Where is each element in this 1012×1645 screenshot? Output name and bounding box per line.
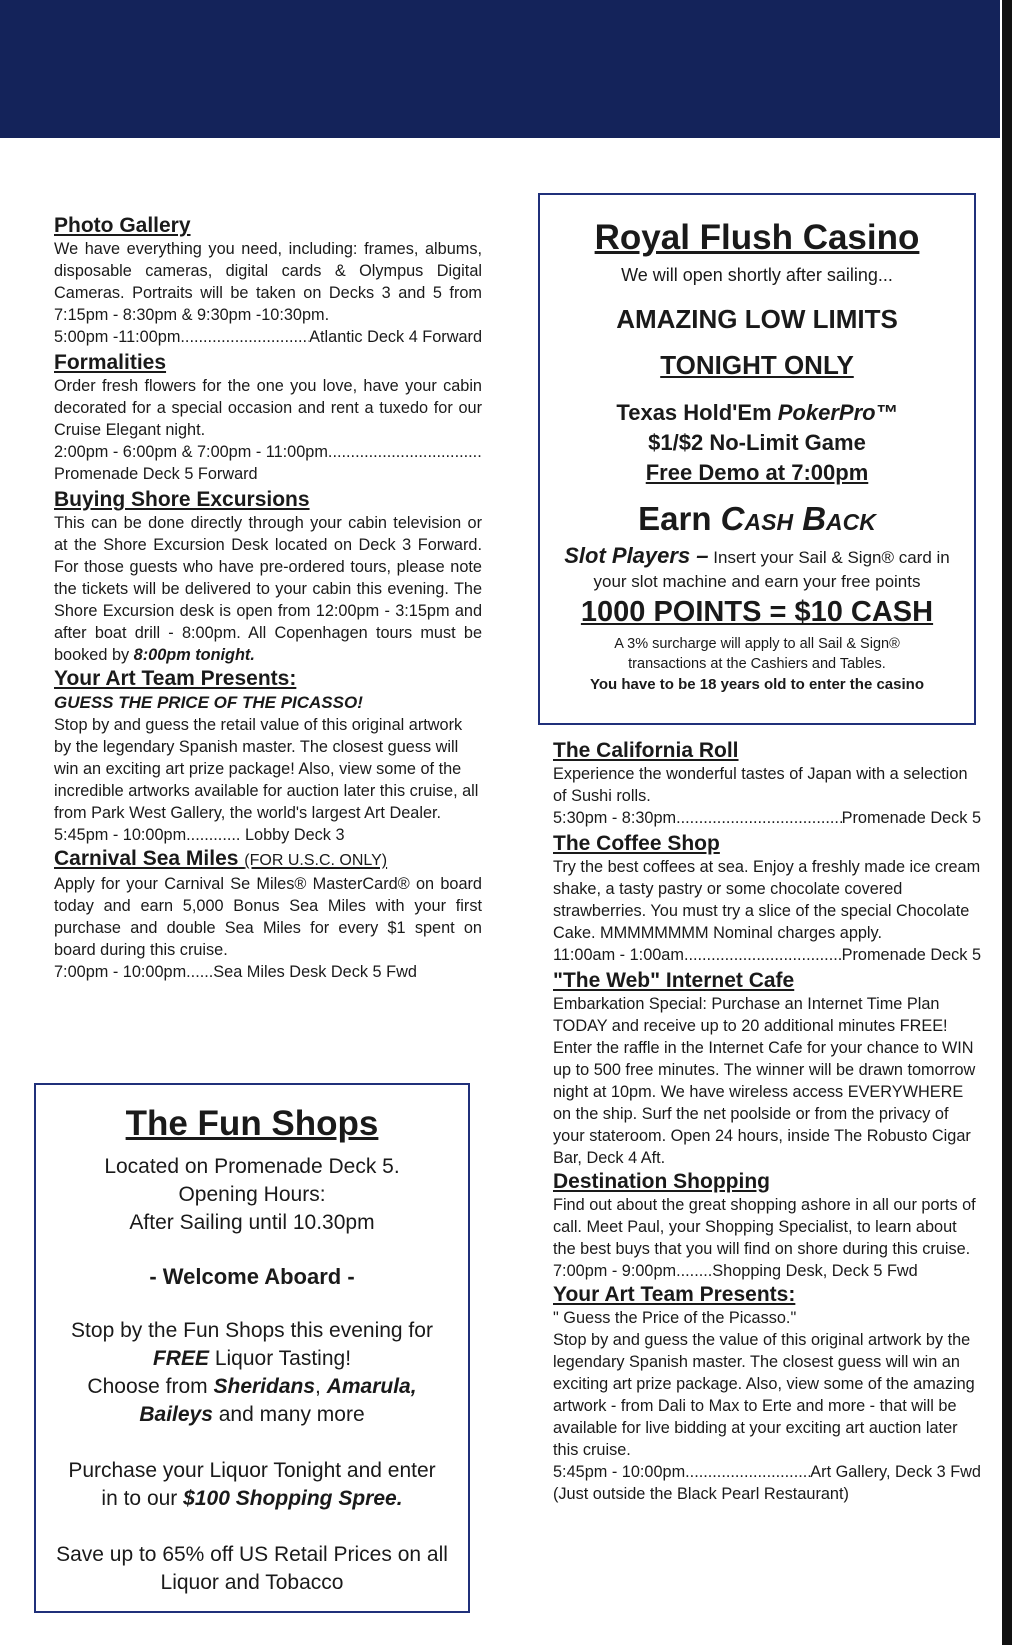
fun-shops-stop: Stop by the Fun Shops this evening for bbox=[71, 1319, 433, 1342]
california-roll-title: The California Roll bbox=[553, 739, 739, 762]
photo-gallery-section bbox=[54, 213, 482, 348]
casino-slot-lead: Slot Players – bbox=[564, 543, 709, 568]
formalities-title: Formalities bbox=[54, 351, 167, 374]
casino-slot-text2: your slot machine and earn your free points bbox=[593, 572, 921, 591]
fun-shops-brand2: Amarula, bbox=[326, 1375, 417, 1398]
right-column bbox=[553, 738, 981, 1505]
photo-gallery-schedule bbox=[54, 326, 482, 348]
casino-pokerpro: PokerPro™ bbox=[777, 400, 898, 425]
photo-gallery-title: Photo Gallery bbox=[54, 214, 191, 237]
art-team-place: Lobby Deck 3 bbox=[244, 826, 345, 844]
casino-title: Royal Flush Casino bbox=[594, 218, 920, 257]
art-team-right-section bbox=[553, 1282, 981, 1505]
art-team-right-schedule bbox=[553, 1461, 981, 1483]
destination-shopping-title: Destination Shopping bbox=[553, 1170, 770, 1193]
formalities-schedule bbox=[54, 441, 482, 463]
art-team-right-quote: " Guess the Price of the Picasso." bbox=[553, 1309, 797, 1327]
coffee-shop-title: The Coffee Shop bbox=[553, 832, 720, 855]
fun-shops-choose: Choose from bbox=[87, 1375, 208, 1398]
california-roll-body: Experience the wonderful tastes of Japan with a selection of Sushi rolls. bbox=[553, 765, 968, 805]
fun-shops-free: FREE bbox=[152, 1347, 209, 1370]
sea-miles-title: Carnival Sea Miles bbox=[54, 847, 239, 870]
destination-shopping-schedule: 7:00pm - 9:00pm ........ Shopping Desk, Deck 5 Fwd bbox=[553, 1262, 918, 1280]
casino-slot-text: Insert your Sail & Sign® card in bbox=[713, 548, 950, 567]
casino-game: $1/$2 No-Limit Game bbox=[648, 430, 866, 455]
fun-shops-box bbox=[34, 1083, 470, 1613]
internet-cafe-section bbox=[553, 968, 981, 1169]
art-team-right-note: (Just outside the Black Pearl Restaurant) bbox=[553, 1485, 849, 1503]
casino-open-text: We will open shortly after sailing... bbox=[621, 265, 893, 285]
formalities-section bbox=[54, 350, 482, 485]
destination-shopping-body: Find out about the great shopping ashore in all our ports of call. Meet Paul, your Shopping Specialist, to learn about the best buys that you will find on shore during this cruise. bbox=[553, 1196, 976, 1258]
art-team-text: Stop by and guess the retail value of this original artwork by the legendary Spanish master. The closest guess will win an exciting art prize package! Also, view some of the incredible artworks available for auction later this cruise, all from Park West Gallery, the world's largest Art Dealer. 5:45pm - 10:00pm bbox=[54, 716, 479, 844]
coffee-shop-body: Try the best coffees at sea. Enjoy a freshly made ice cream shake, a tasty pastry or some chocolate covered strawberries. You must try a slice of the special Chocolate Cake. MMMMMMMM Nominal charges apply. bbox=[553, 858, 981, 942]
destination-shopping-time: 7:00pm - 9:00pm bbox=[553, 1262, 677, 1280]
fun-shops-spree-line bbox=[36, 1485, 468, 1513]
art-team-right-body: Stop by and guess the value of this original artwork by the legendary Spanish master. The closest guess will win an exciting art prize package. Also, view some of the amazing artwork - from Dali to Max to Erte and more - that will be available for live bidding at your exciting art auction later this cruise. bbox=[553, 1331, 975, 1459]
header-banner bbox=[0, 0, 1000, 138]
casino-poker bbox=[540, 398, 974, 428]
formalities-place: Promenade Deck 5 Forward bbox=[54, 465, 258, 483]
casino-box bbox=[538, 193, 976, 725]
fun-shops-more: and many more bbox=[218, 1403, 365, 1426]
fun-shops-title: The Fun Shops bbox=[125, 1104, 379, 1143]
coffee-shop-place: Promenade Deck 5 bbox=[841, 946, 981, 964]
photo-gallery-place: Atlantic Deck 4 Forward bbox=[309, 328, 482, 346]
destination-shopping-section bbox=[553, 1169, 981, 1282]
left-column bbox=[54, 213, 482, 983]
casino-limits: AMAZING LOW LIMITS bbox=[616, 304, 898, 334]
casino-points: 1000 POINTS = $10 CASH bbox=[580, 596, 934, 628]
casino-age: You have to be 18 years old to enter the casino bbox=[590, 676, 924, 693]
fun-shops-spree: $100 Shopping Spree. bbox=[183, 1487, 403, 1510]
destination-shopping-place: Shopping Desk, Deck 5 Fwd bbox=[712, 1262, 918, 1280]
casino-surcharge: A 3% surcharge will apply to all Sail & Sign® transactions at the Cashiers and Tables. bbox=[614, 636, 900, 672]
art-team-right-place: Art Gallery, Deck 3 Fwd bbox=[810, 1463, 981, 1481]
fun-shops-more-line bbox=[36, 1401, 468, 1429]
california-roll-section bbox=[553, 738, 981, 829]
casino-poker-name: Texas Hold'Em bbox=[616, 400, 772, 425]
fun-shops-hours-label: Opening Hours: bbox=[178, 1183, 326, 1206]
casino-tonight: TONIGHT ONLY bbox=[660, 350, 854, 380]
fun-shops-choose-line: Choose from Sheridans, Amarula, bbox=[87, 1375, 417, 1398]
casino-earn-word: Earn bbox=[638, 500, 712, 537]
fun-shops-save: Save up to 65% off US Retail Prices on all bbox=[56, 1543, 448, 1566]
fun-shops-brand3: Baileys bbox=[139, 1403, 213, 1426]
fun-shops-welcome: - Welcome Aboard - bbox=[149, 1264, 355, 1289]
sea-miles-time: 7:00pm - 10:00pm bbox=[54, 963, 187, 981]
fun-shops-purchase: Purchase your Liquor Tonight and enter bbox=[68, 1459, 436, 1482]
shore-excursions-section bbox=[54, 487, 482, 666]
internet-cafe-title: "The Web" Internet Cafe bbox=[553, 969, 795, 992]
sea-miles-schedule: 7:00pm - 10:00pm ...... Sea Miles Desk Deck 5 Fwd bbox=[54, 963, 417, 981]
coffee-shop-time: 11:00am - 1:00am bbox=[553, 946, 684, 964]
art-team-right-time: 5:45pm - 10:00pm bbox=[553, 1463, 686, 1481]
shore-excursions-deadline: 8:00pm tonight. bbox=[133, 646, 255, 664]
photo-gallery-body: We have everything you need, including: frames, albums, disposable cameras, digital cards & Olympus Digital Cameras. Portraits will be taken on Decks 3 and 5 from 7:15pm - 8:30pm & 9:30pm -10:30pm. bbox=[54, 240, 482, 324]
page-edge bbox=[1002, 0, 1012, 1645]
art-team-section bbox=[54, 666, 482, 846]
art-team-subtitle: GUESS THE PRICE OF THE PICASSO! bbox=[54, 693, 363, 712]
photo-gallery-time: 5:00pm -11:00pm bbox=[54, 328, 181, 346]
casino-cash-back: Cash Back bbox=[720, 500, 876, 537]
sea-miles-note: (FOR U.S.C. ONLY) bbox=[244, 852, 388, 869]
fun-shops-into: in to our bbox=[101, 1487, 178, 1510]
fun-shops-location: Located on Promenade Deck 5. bbox=[104, 1155, 400, 1178]
shore-excursions-body bbox=[54, 512, 482, 666]
casino-slot-line bbox=[540, 544, 974, 570]
fun-shops-tasting: Liquor Tasting! bbox=[214, 1347, 352, 1370]
casino-earn bbox=[540, 498, 974, 540]
art-team-body: Stop by and guess the retail value of this original artwork by the legendary Spanish master. The closest guess will win an exciting art prize package! Also, view some of the incredible artworks available for auction later this cruise, all from Park West Gallery, the world's largest Art Dealer. 5:45pm - 10:00pm............ Lobby Deck 3 bbox=[54, 716, 479, 844]
formalities-time: 2:00pm - 6:00pm & 7:00pm - 11:00pm bbox=[54, 443, 328, 461]
california-roll-time: 5:30pm - 8:30pm bbox=[553, 809, 677, 827]
coffee-shop-section bbox=[553, 831, 981, 966]
shore-excursions-title: Buying Shore Excursions bbox=[54, 488, 310, 511]
sea-miles-section bbox=[54, 846, 482, 983]
fun-shops-hours: After Sailing until 10.30pm bbox=[129, 1211, 375, 1234]
sea-miles-body: Apply for your Carnival Se Miles® MasterCard® on board today and earn 5,000 Bonus Sea Miles with your first purchase and double Sea Miles for every $1 spent on board during this cruise. bbox=[54, 875, 482, 959]
fun-shops-brand1: Sheridans bbox=[213, 1375, 316, 1398]
casino-demo: Free Demo at 7:00pm bbox=[645, 460, 869, 485]
coffee-shop-schedule bbox=[553, 944, 981, 966]
fun-shops-free-line bbox=[36, 1345, 468, 1373]
shore-excursions-text: This can be done directly through your cabin television or at the Shore Excursion Desk located on Deck 3 Forward. For those guests who have pre-ordered tours, please note the tickets will be delivered to your cabin this evening. The Shore Excursion desk is open from 12:00pm - 3:15pm and after boat drill - 8:00pm. All Copenhagen tours must be booked by bbox=[54, 514, 482, 664]
formalities-body: Order fresh flowers for the one you love, have your cabin decorated for a special occasion and rent a tuxedo for our Cruise Elegant night. bbox=[54, 377, 482, 439]
internet-cafe-body: Embarkation Special: Purchase an Internet Time Plan TODAY and receive up to 20 additional minutes FREE! Enter the raffle in the Internet Cafe for your chance to WIN up to 500 free minutes. The winner will be drawn tomorrow night at 10pm. We have wireless access EVERYWHERE on the ship. Surf the net poolside or from the privacy of your stateroom. Open 24 hours, inside The Robusto Cigar Bar, Deck 4 Aft. bbox=[553, 995, 976, 1167]
art-team-title: Your Art Team Presents: bbox=[54, 667, 297, 690]
california-roll-place: Promenade Deck 5 bbox=[841, 809, 981, 827]
fun-shops-save2: Liquor and Tobacco bbox=[160, 1571, 344, 1594]
sea-miles-heading bbox=[54, 846, 482, 873]
art-team-right-title: Your Art Team Presents: bbox=[553, 1283, 796, 1306]
sea-miles-place: Sea Miles Desk Deck 5 Fwd bbox=[213, 963, 417, 981]
california-roll-schedule bbox=[553, 807, 981, 829]
